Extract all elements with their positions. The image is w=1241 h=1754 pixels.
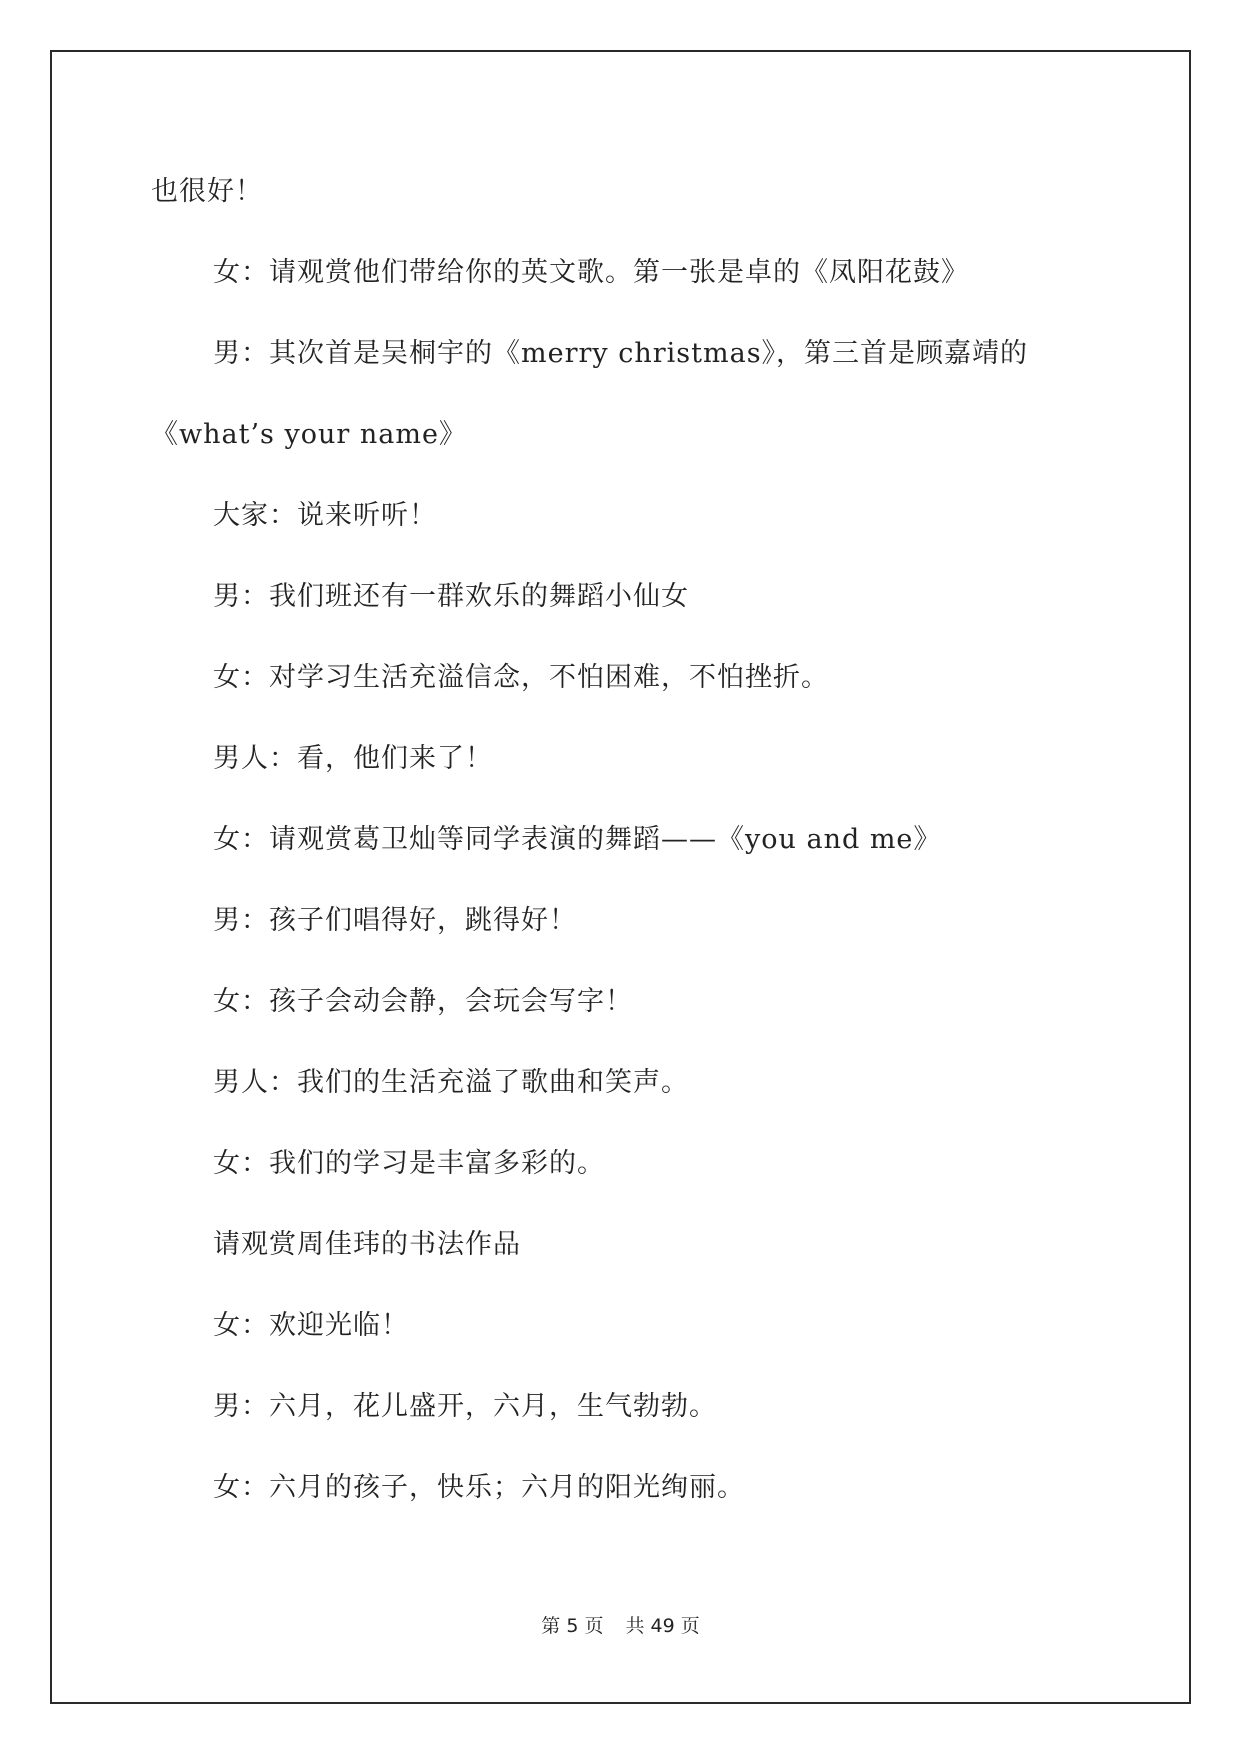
page-footer — [0, 1614, 1241, 1638]
text-line: 请观赏周佳玮的书法作品 — [213, 1229, 521, 1260]
text-line: 女：请观赏他们带给你的英文歌。第一张是卓的《凤阳花鼓》 — [213, 257, 969, 288]
text-line: 女：对学习生活充溢信念，不怕困难，不怕挫折。 — [213, 662, 829, 693]
page-total: 共 49 页 — [625, 1615, 700, 1637]
text-line: 女：欢迎光临！ — [213, 1310, 409, 1341]
text-line: 大家：说来听听！ — [213, 500, 437, 531]
page-number: 第 5 页 — [541, 1615, 604, 1637]
text-line: 女：孩子会动会静，会玩会写字！ — [213, 986, 633, 1017]
text-line: 《what’s your name》 — [151, 419, 467, 450]
text-line: 男：我们班还有一群欢乐的舞蹈小仙女 — [213, 581, 689, 612]
text-line: 也很好！ — [151, 176, 263, 207]
text-line: 女：我们的学习是丰富多彩的。 — [213, 1148, 605, 1179]
text-line: 男：孩子们唱得好，跳得好！ — [213, 905, 577, 936]
text-line: 男：其次首是吴桐宇的《merry christmas》，第三首是顾嘉靖的 — [213, 338, 1029, 369]
text-line: 女：六月的孩子，快乐；六月的阳光绚丽。 — [213, 1472, 745, 1503]
text-line: 男人：看，他们来了！ — [213, 743, 493, 774]
text-line: 男人：我们的生活充溢了歌曲和笑声。 — [213, 1067, 689, 1098]
text-line: 女：请观赏葛卫灿等同学表演的舞蹈——《you and me》 — [213, 824, 942, 855]
text-line: 男：六月，花儿盛开，六月，生气勃勃。 — [213, 1391, 717, 1422]
